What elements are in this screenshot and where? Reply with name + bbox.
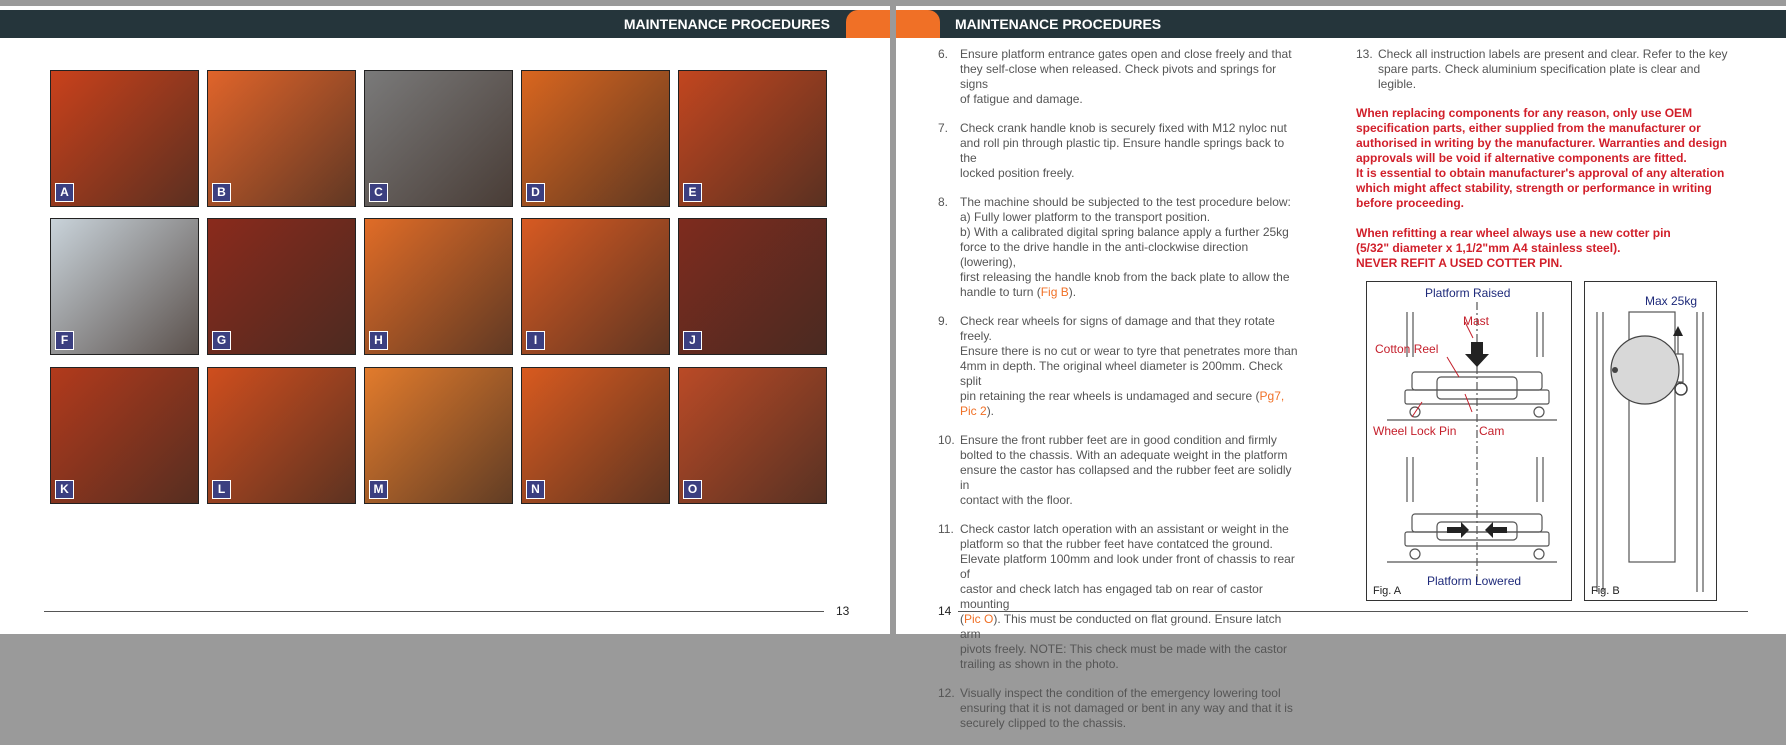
- instruction-item: [938, 195, 1298, 300]
- photo-label: D: [526, 183, 545, 202]
- photo-o: [678, 367, 827, 504]
- photo-label: F: [55, 331, 74, 350]
- header-title: MAINTENANCE PROCEDURES: [955, 16, 1162, 32]
- photo-b: [207, 70, 356, 207]
- item-text-part: Check castor latch operation with an assistant or weight in the platform so that the rubber feet have contatced the ground. Elevate platform 100mm and look under front of chassis to rear of castor and check latch has engaged tab on rear of castor mounting (: [960, 522, 1295, 626]
- item-number: 8.: [938, 195, 949, 209]
- item-text: Visually inspect the condition of the emergency lowering tool ensuring that it is not damaged or bent in any way and that it is securely clipped to the chassis.: [960, 686, 1293, 730]
- photo-label: G: [212, 331, 231, 350]
- instructions-column-2: [1356, 47, 1748, 271]
- header-tab: [896, 10, 940, 38]
- cotter-pin-warning: When refitting a rear wheel always use a new cotter pin (5/32" diameter x 1,1/2"mm A4 stainless steel). NEVER REFIT A USED COTTER PIN.: [1356, 226, 1671, 270]
- photo-i: [521, 218, 670, 355]
- photo-label: J: [683, 331, 702, 350]
- photo-n: [521, 367, 670, 504]
- item-text: [960, 522, 1298, 672]
- photo-c: [364, 70, 513, 207]
- photo-label: C: [369, 183, 388, 202]
- item-text-part: ).: [1068, 285, 1077, 299]
- page-header: [0, 10, 890, 38]
- photo-label: L: [212, 480, 231, 499]
- item-number: 10.: [938, 433, 955, 447]
- item-number: 9.: [938, 314, 949, 328]
- item-text: Check crank handle knob is securely fixed with M12 nyloc nut and roll pin through plastic tip. Ensure handle springs back to the locked position freely.: [960, 121, 1287, 180]
- oem-warning: When replacing components for any reason, only use OEM specification parts, either supplied from the manufacturer or authorised in writing by the manufacturer. Warranties and design approvals will be void if alternative components are fitted. It is essential to obtain manufacturer's approval of any alteration which might affect stability, strength or performance in writing before proceeding.: [1356, 106, 1727, 210]
- picture-reference[interactable]: Pic O: [964, 612, 994, 626]
- photo-e: [678, 70, 827, 207]
- item-text-part: ). This must be conducted on flat ground. Ensure latch arm pivots freely. NOTE: This check must be made with the castor trailing as shown in the photo.: [960, 612, 1288, 671]
- photo-k: [50, 367, 199, 504]
- item-text: [960, 195, 1298, 300]
- photo-label: A: [55, 183, 74, 202]
- item-text: Ensure the front rubber feet are in good condition and firmly bolted to the chassis. With an adequate weight in the platform ensure the castor has collapsed and the rubber feet are solidly in contact with the floor.: [960, 433, 1292, 507]
- photo-d: [521, 70, 670, 207]
- page-header: [896, 10, 1786, 38]
- photo-g: [207, 218, 356, 355]
- figure-a-drawing: [1367, 282, 1573, 602]
- figure-a-caption: Fig. A: [1373, 585, 1402, 597]
- header-tab: [846, 10, 890, 38]
- page-number: 14: [938, 604, 952, 618]
- item-number: 11.: [938, 522, 954, 536]
- instruction-item: [938, 314, 1298, 419]
- figure-b: [1584, 281, 1717, 601]
- photo-label: N: [526, 480, 545, 499]
- instruction-item: [938, 686, 1298, 731]
- item-text-part: The machine should be subjected to the test procedure below: a) Fully lower platform to the transport position. b) With a calibrated digital spring balance apply a further 25kg force to the drive handle in the anti-clockwise direction (lowering), first releasing the handle knob from the back plate to allow the handle to turn (: [960, 195, 1291, 299]
- instruction-item: [938, 47, 1298, 107]
- footer-line: [44, 611, 824, 612]
- figure-b-drawing: [1585, 282, 1718, 602]
- page-reference[interactable]: Pg7, Pic 2: [960, 389, 1285, 418]
- photo-j: [678, 218, 827, 355]
- photo-label: H: [369, 331, 388, 350]
- photo-label: M: [369, 480, 388, 499]
- item-number: 7.: [938, 121, 949, 135]
- header-title: MAINTENANCE PROCEDURES: [623, 16, 830, 32]
- mast-label: Mast: [1463, 314, 1490, 328]
- item-number: 12.: [938, 686, 955, 700]
- item-text: [960, 314, 1298, 419]
- photo-m: [364, 367, 513, 504]
- photo-l: [207, 367, 356, 504]
- photo-label: K: [55, 480, 74, 499]
- instruction-item: [938, 121, 1298, 181]
- page-number: 13: [836, 604, 850, 618]
- photo-label: O: [683, 480, 702, 499]
- figure-reference[interactable]: Fig B: [1040, 285, 1069, 299]
- photo-a: [50, 70, 199, 207]
- photo-label: E: [683, 183, 702, 202]
- left-page: [0, 6, 890, 634]
- item-number: 13.: [1356, 47, 1373, 61]
- item-number: 6.: [938, 47, 949, 61]
- figure-b-caption: Fig. B: [1591, 585, 1620, 597]
- platform-raised-label: Platform Raised: [1425, 286, 1511, 300]
- item-text-part: Check rear wheels for signs of damage and that they rotate freely. Ensure there is no cut or wear to tyre that penetrates more than 4mm in depth. The original wheel diameter is 200mm. Check split pin retaining the rear wheels is undamaged and secure (: [960, 314, 1298, 403]
- item-text: Ensure platform entrance gates open and close freely and that they self-close when released. Check pivots and springs for signs of fatigue and damage.: [960, 47, 1292, 106]
- item-text: Check all instruction labels are present and clear. Refer to the key spare parts. Check aluminium specification plate is clear and legible.: [1378, 47, 1728, 91]
- photo-h: [364, 218, 513, 355]
- photo-f: [50, 218, 199, 355]
- instruction-item: [938, 433, 1298, 508]
- photo-label: B: [212, 183, 231, 202]
- max-load-label: Max 25kg: [1645, 294, 1698, 308]
- cam-label: Cam: [1479, 424, 1505, 438]
- figure-a: [1366, 281, 1572, 601]
- instruction-item: [1356, 47, 1748, 92]
- item-text-part: ).: [986, 404, 995, 418]
- footer-line: [958, 611, 1748, 612]
- platform-lowered-label: Platform Lowered: [1427, 574, 1522, 588]
- instruction-item: [938, 522, 1298, 672]
- wheel-lock-pin-label: Wheel Lock Pin: [1373, 424, 1457, 438]
- cotton-reel-label: Cotton Reel: [1375, 342, 1439, 356]
- photo-label: I: [526, 331, 545, 350]
- right-page: [896, 6, 1786, 730]
- instructions-column-1: [938, 47, 1298, 745]
